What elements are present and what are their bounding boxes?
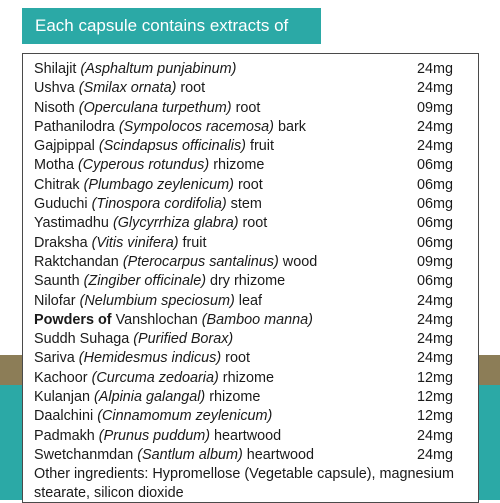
ingredient-plant-part: heartwood	[246, 446, 314, 463]
ingredient-common-name: Saunth	[34, 273, 80, 290]
ingredient-row	[34, 311, 458, 330]
ingredient-common-name: Gajpippal	[34, 138, 95, 155]
ingredient-row	[34, 176, 458, 195]
ingredient-name	[34, 446, 314, 465]
ingredient-name	[34, 330, 233, 349]
ingredient-dose: 06mg	[417, 234, 453, 251]
ingredient-row	[34, 253, 458, 272]
ingredient-common-name: Motha	[34, 157, 74, 174]
ingredient-name	[34, 234, 207, 253]
ingredient-dose: 24mg	[417, 61, 453, 77]
ingredient-latin-name: (Santlum album)	[137, 446, 243, 463]
ingredient-row	[34, 292, 458, 311]
ingredient-plant-part: rhizome	[213, 157, 265, 174]
ingredient-name	[34, 99, 260, 118]
ingredient-latin-name: (Bamboo manna)	[201, 311, 313, 328]
ingredient-common-name: Suddh Suhaga	[34, 331, 130, 348]
ingredient-row	[34, 388, 458, 407]
ingredient-latin-name: (Asphaltum punjabinum)	[80, 61, 237, 77]
ingredient-plant-part: dry rhizome	[210, 273, 286, 290]
ingredient-plant-part: root	[242, 215, 268, 232]
ingredient-common-name: Ushva	[34, 80, 75, 97]
ingredient-common-name: Vanshlochan	[115, 311, 198, 328]
ingredient-common-name: Swetchanmdan	[34, 446, 134, 463]
ingredient-dose: 06mg	[417, 215, 453, 232]
ingredient-latin-name: (Zingiber officinale)	[83, 273, 206, 290]
ingredient-dose: 24mg	[417, 118, 453, 135]
ingredient-dose: 24mg	[417, 427, 453, 444]
ingredient-latin-name: (Plumbago zeylenicum)	[83, 176, 234, 193]
ingredient-latin-name: (Operculana turpethum)	[78, 99, 232, 116]
ingredient-row	[34, 234, 458, 253]
ingredient-row	[34, 369, 458, 388]
ingredient-plant-part: wood	[282, 253, 318, 270]
ingredient-common-name: Chitrak	[34, 176, 80, 193]
ingredient-name	[34, 176, 263, 195]
ingredient-plant-part: root	[235, 99, 261, 116]
ingredient-name	[34, 292, 262, 311]
ingredient-latin-name: (Purified Borax)	[133, 331, 234, 348]
ingredient-common-name: Kulanjan	[34, 389, 91, 406]
ingredient-dose: 24mg	[417, 446, 453, 463]
ingredient-latin-name: (Scindapsus officinalis)	[98, 138, 246, 155]
ingredient-row	[34, 118, 458, 137]
ingredient-dose: 24mg	[417, 331, 453, 348]
ingredient-plant-part: stem	[230, 196, 262, 213]
ingredient-plant-part: fruit	[249, 138, 274, 155]
ingredient-plant-part: leaf	[238, 292, 262, 309]
ingredient-latin-name: (Cyperous rotundus)	[78, 157, 210, 174]
ingredient-dose: 09mg	[417, 253, 453, 270]
ingredient-name	[34, 195, 262, 214]
ingredient-name	[34, 214, 267, 233]
ingredients-list	[34, 60, 458, 465]
ingredient-common-name: Nisoth	[34, 99, 75, 116]
ingredient-row	[34, 330, 458, 349]
ingredient-name	[34, 118, 306, 137]
ingredient-name	[34, 60, 236, 79]
ingredient-row	[34, 272, 458, 291]
ingredient-plant-part: fruit	[182, 234, 207, 251]
ingredient-plant-part: root	[180, 80, 206, 97]
ingredient-row	[34, 446, 458, 465]
ingredient-dose: 06mg	[417, 176, 453, 193]
ingredient-plant-part: rhizome	[222, 369, 274, 386]
ingredients-panel	[22, 53, 479, 503]
ingredient-dose: 12mg	[417, 408, 453, 425]
ingredient-dose: 24mg	[417, 138, 453, 155]
ingredient-common-name: Shilajit	[34, 61, 77, 77]
ingredient-name	[34, 272, 285, 291]
ingredient-latin-name: (Hemidesmus indicus)	[78, 350, 222, 367]
ingredient-dose: 24mg	[417, 311, 453, 328]
ingredient-latin-name: (Vitis vinifera)	[91, 234, 179, 251]
ingredient-dose: 09mg	[417, 99, 453, 116]
ingredient-row	[34, 99, 458, 118]
ingredient-plant-part: rhizome	[209, 389, 261, 406]
ingredient-common-name: Yastimadhu	[34, 215, 109, 232]
ingredient-common-name: Guduchi	[34, 196, 88, 213]
ingredient-dose: 24mg	[417, 292, 453, 309]
ingredient-row	[34, 156, 458, 175]
ingredient-dose: 12mg	[417, 369, 453, 386]
ingredient-dose: 06mg	[417, 196, 453, 213]
ingredient-dose: 24mg	[417, 350, 453, 367]
ingredient-plant-part: root	[237, 176, 263, 193]
ingredient-name	[34, 253, 317, 272]
ingredient-latin-name: (Tinospora cordifolia)	[91, 196, 227, 213]
ingredient-common-name: Nilofar	[34, 292, 76, 309]
ingredient-latin-name: (Nelumbium speciosum)	[79, 292, 235, 309]
ingredient-common-name: Padmakh	[34, 427, 95, 444]
ingredient-common-name: Daalchini	[34, 408, 94, 425]
ingredient-name	[34, 369, 274, 388]
ingredient-common-name: Sariva	[34, 350, 75, 367]
ingredient-common-name: Raktchandan	[34, 253, 119, 270]
ingredient-row	[34, 137, 458, 156]
ingredient-common-name: Pathanilodra	[34, 118, 115, 135]
ingredient-latin-name: (Glycyrrhiza glabra)	[112, 215, 239, 232]
ingredient-name	[34, 427, 281, 446]
ingredient-row	[34, 214, 458, 233]
ingredient-latin-name: (Alpinia galangal)	[94, 389, 206, 406]
ingredient-row	[34, 60, 458, 79]
ingredient-latin-name: (Sympolocos racemosa)	[118, 118, 274, 135]
header-banner	[22, 8, 321, 44]
ingredient-plant-part: bark	[277, 118, 306, 135]
ingredient-row	[34, 349, 458, 368]
ingredient-name	[34, 156, 264, 175]
ingredient-name	[34, 79, 205, 98]
ingredient-common-name: Draksha	[34, 234, 88, 251]
ingredient-latin-name: (Pterocarpus santalinus)	[122, 253, 279, 270]
ingredient-name	[34, 349, 250, 368]
ingredient-name	[34, 407, 272, 426]
ingredient-plant-part: root	[225, 350, 250, 367]
ingredient-dose: 06mg	[417, 157, 453, 174]
ingredient-name	[34, 137, 274, 156]
ingredient-latin-name: (Smilax ornata)	[78, 80, 177, 97]
ingredient-name	[34, 388, 260, 407]
ingredient-latin-name: (Cinnamomum zeylenicum)	[97, 408, 273, 425]
ingredient-plant-part: heartwood	[213, 427, 282, 444]
header-title: Each capsule contains extracts of	[35, 16, 289, 35]
ingredient-dose: 06mg	[417, 273, 453, 290]
ingredient-latin-name: (Prunus puddum)	[98, 427, 210, 444]
ingredient-common-name: Kachoor	[34, 369, 88, 386]
ingredient-dose: 12mg	[417, 389, 453, 406]
ingredient-row	[34, 427, 458, 446]
ingredient-row	[34, 195, 458, 214]
ingredient-row	[34, 79, 458, 98]
other-ingredients: Other ingredients: Hypromellose (Vegetable capsule), magnesium stearate, silicon dioxide	[34, 466, 454, 501]
ingredient-dose: 24mg	[417, 80, 453, 97]
ingredient-prefix: Powders of	[34, 311, 112, 328]
ingredient-name	[34, 311, 313, 330]
ingredient-row	[34, 407, 458, 426]
ingredient-latin-name: (Curcuma zedoaria)	[91, 369, 219, 386]
